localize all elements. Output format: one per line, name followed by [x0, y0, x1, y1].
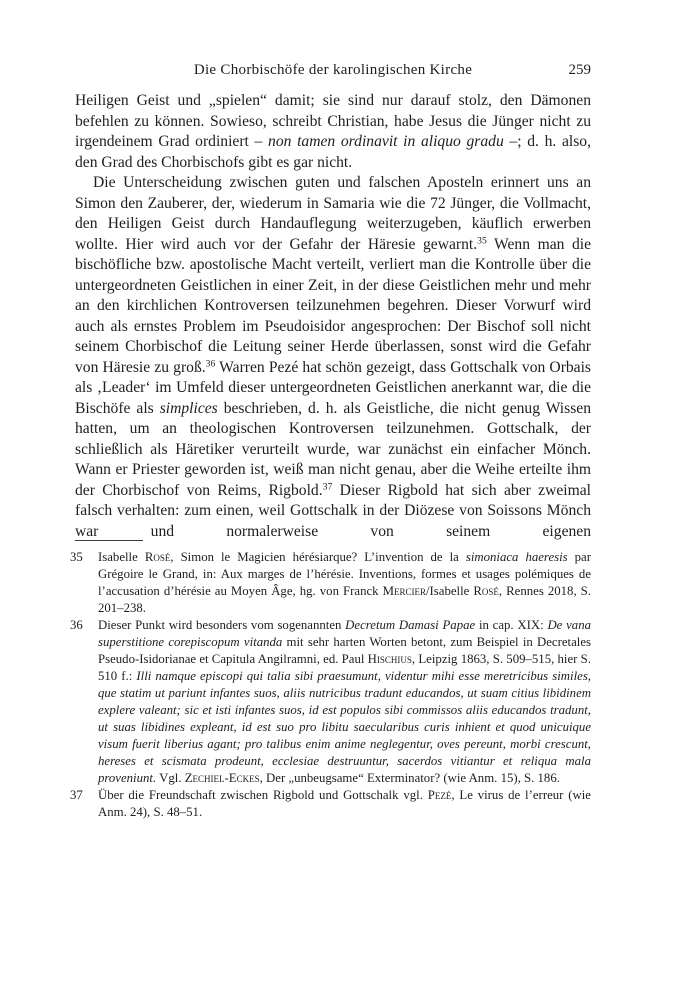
text-run: Dieser Punkt wird besonders vom sogenannten [98, 618, 346, 632]
paragraph [75, 173, 591, 542]
text-run: Decretum Damasi Papae [345, 618, 476, 632]
text-run: Dieser Rigbold hat sich aber zweimal falsch verhalten: zum einen, weil Gottschalk in der Diözese von Soissons Mönch war und normalerweise von seinem eigenen [75, 481, 591, 540]
text-run: Heiligen Geist und „spielen“ damit; sie sind nur darauf stolz, den Dämonen befehlen zu können. Sowieso, schreibt Christian, habe Jesus die Jünger nicht zu irgendeinem Grad ordiniert – [75, 92, 591, 150]
text-run: , Simon le Magicien hérésiarque? L’invention de la [170, 550, 466, 564]
footnote [70, 787, 591, 821]
text-run: Hischius [367, 652, 412, 666]
text-run: Rosé [473, 584, 499, 598]
footnote-list [70, 549, 591, 821]
text-run: Zechiel-Eckes [184, 771, 260, 785]
text-run: De vana superstitione corepiscopum vitanda [98, 618, 591, 649]
text-run: Wenn man die bischöfliche bzw. apostolische Macht verteilt, verliert man die Kontrolle über die untergeordneten Geistlichen in einer Zeit, in der diese Geistlichen mehr und mehr an den kirchlichen Kontroversen teilzunehmen begehren. Dieser Vorwurf wird auch als ernstes Problem im Pseudoisidor angesprochen: Der Bischof soll nicht seinem Chorbischof die Leitung seiner Herde überlassen, sonst wird die Gefahr von Häresie zu groß. [75, 235, 591, 376]
footnote-marker: 35 [477, 235, 487, 247]
text-run: , Rennes 2018, S. 201–238. [98, 584, 591, 615]
text-run: , Der „unbeugsame“ Exterminator? (wie Anm. 15), S. 186. [259, 771, 560, 785]
running-header [75, 61, 591, 79]
main-text [75, 91, 591, 543]
footnote-text [98, 618, 591, 785]
text-run: Über die Freundschaft zwischen Rigbold und Gottschalk vgl. [98, 788, 428, 802]
footnote-number: 37 [70, 788, 83, 802]
text-run: , Le virus de l’erreur (wie Anm. 24), S. 48–51. [98, 788, 591, 819]
text-run: Illi namque episcopi qui talia sibi praesumunt, videntur mihi esse meretricibus similes, que statim ut pariunt infantes suos, aliis nutricibus tradunt educandos, ut suam citius libidinem explere valeant; sic et isti infantes suos, id est populos sibi commissos aliis educandos tradunt, ut suas libidines expleant, id est suo pro libitu saecularibus curis inhient et quod unicuique visum fuerit liberius agant; pro talibus enim anime neglegentur, oves pereunt, morbi crescunt, hereses et scismata prodeunt, ecclesiae destruuntur, sacerdos vitiantur et reliqua mala proveniunt. [98, 669, 591, 785]
running-title: Die Chorbischöfe der karolingischen Kirche [193, 62, 473, 78]
text-run: /Isabelle [425, 584, 474, 598]
footnote [70, 549, 591, 617]
text-run: Warren Pezé hat schön gezeigt, dass Gottschalk von Orbais als ‚Leader‘ im Umfeld dieser untergeordneten Geistlichen anerkannt war, die die Bischöfe als [75, 358, 591, 417]
footnote-number: 36 [70, 618, 83, 632]
text-run: Vgl. [156, 771, 185, 785]
text-run: Isabelle [98, 550, 145, 564]
footnote-marker: 36 [205, 358, 216, 370]
text-run: simoniaca haeresis [465, 550, 568, 564]
footnote-number: 35 [70, 550, 83, 564]
text-run: –; d. h. also, den Grad des Chorbischofs gibt es gar nicht. [75, 133, 591, 171]
page-number: 259 [568, 62, 591, 78]
paragraph [75, 91, 591, 173]
text-run: in cap. XIX: [475, 618, 548, 632]
text-run: simplices [159, 399, 218, 417]
text-run: Rosé [144, 550, 171, 564]
text-run: Pezé [427, 788, 452, 802]
text-run: beschrieben, d. h. als Geistliche, die nicht genug Wissen hatten, um an theologischen Kontroversen teilzunehmen. Gottschalk, der schließlich als Häretiker verurteilt wurde, war zunächst ein einfacher Mönch. Wann er Priester geworden ist, weiß man nicht genau, aber die Weihe erteilte ihm der Chorbischof von Reims, Rigbold. [75, 399, 591, 499]
footnote [70, 617, 591, 787]
text-run: Die Unterscheidung zwischen guten und falschen Aposteln erinnert uns an Simon den Zauberer, der, wiederum in Samaria wie die 72 Jünger, die Vollmacht, den Heiligen Geist durch Handauflegung weiterzugeben, käuflich erwerben wollte. Hier wird auch vor der Gefahr der Häresie gewarnt. [75, 174, 591, 253]
footnotes-section [70, 540, 591, 821]
footnote-text [98, 788, 591, 819]
footnote-separator [75, 540, 143, 541]
text-run: Mercier [382, 584, 426, 598]
footnote-marker: 37 [322, 481, 333, 493]
footnote-text [98, 550, 591, 615]
text-run: , Leipzig 1863, S. 509–515, hier S. 510 f.: [98, 652, 591, 683]
text-run: mit sehr harten Worten betont, zum Beispiel in Decretales Pseudo-Isidorianae et Capitula Angilramni, ed. Paul [98, 635, 591, 666]
text-run: non tamen ordinavit in aliquo gradu [268, 133, 504, 150]
text-run: par Grégoire le Grand, in: Aux marges de l’hérésie. Inventions, formes et usages polémiques de l’accusation d’hérésie au Moyen Âge, hg. von Franck [98, 550, 591, 598]
